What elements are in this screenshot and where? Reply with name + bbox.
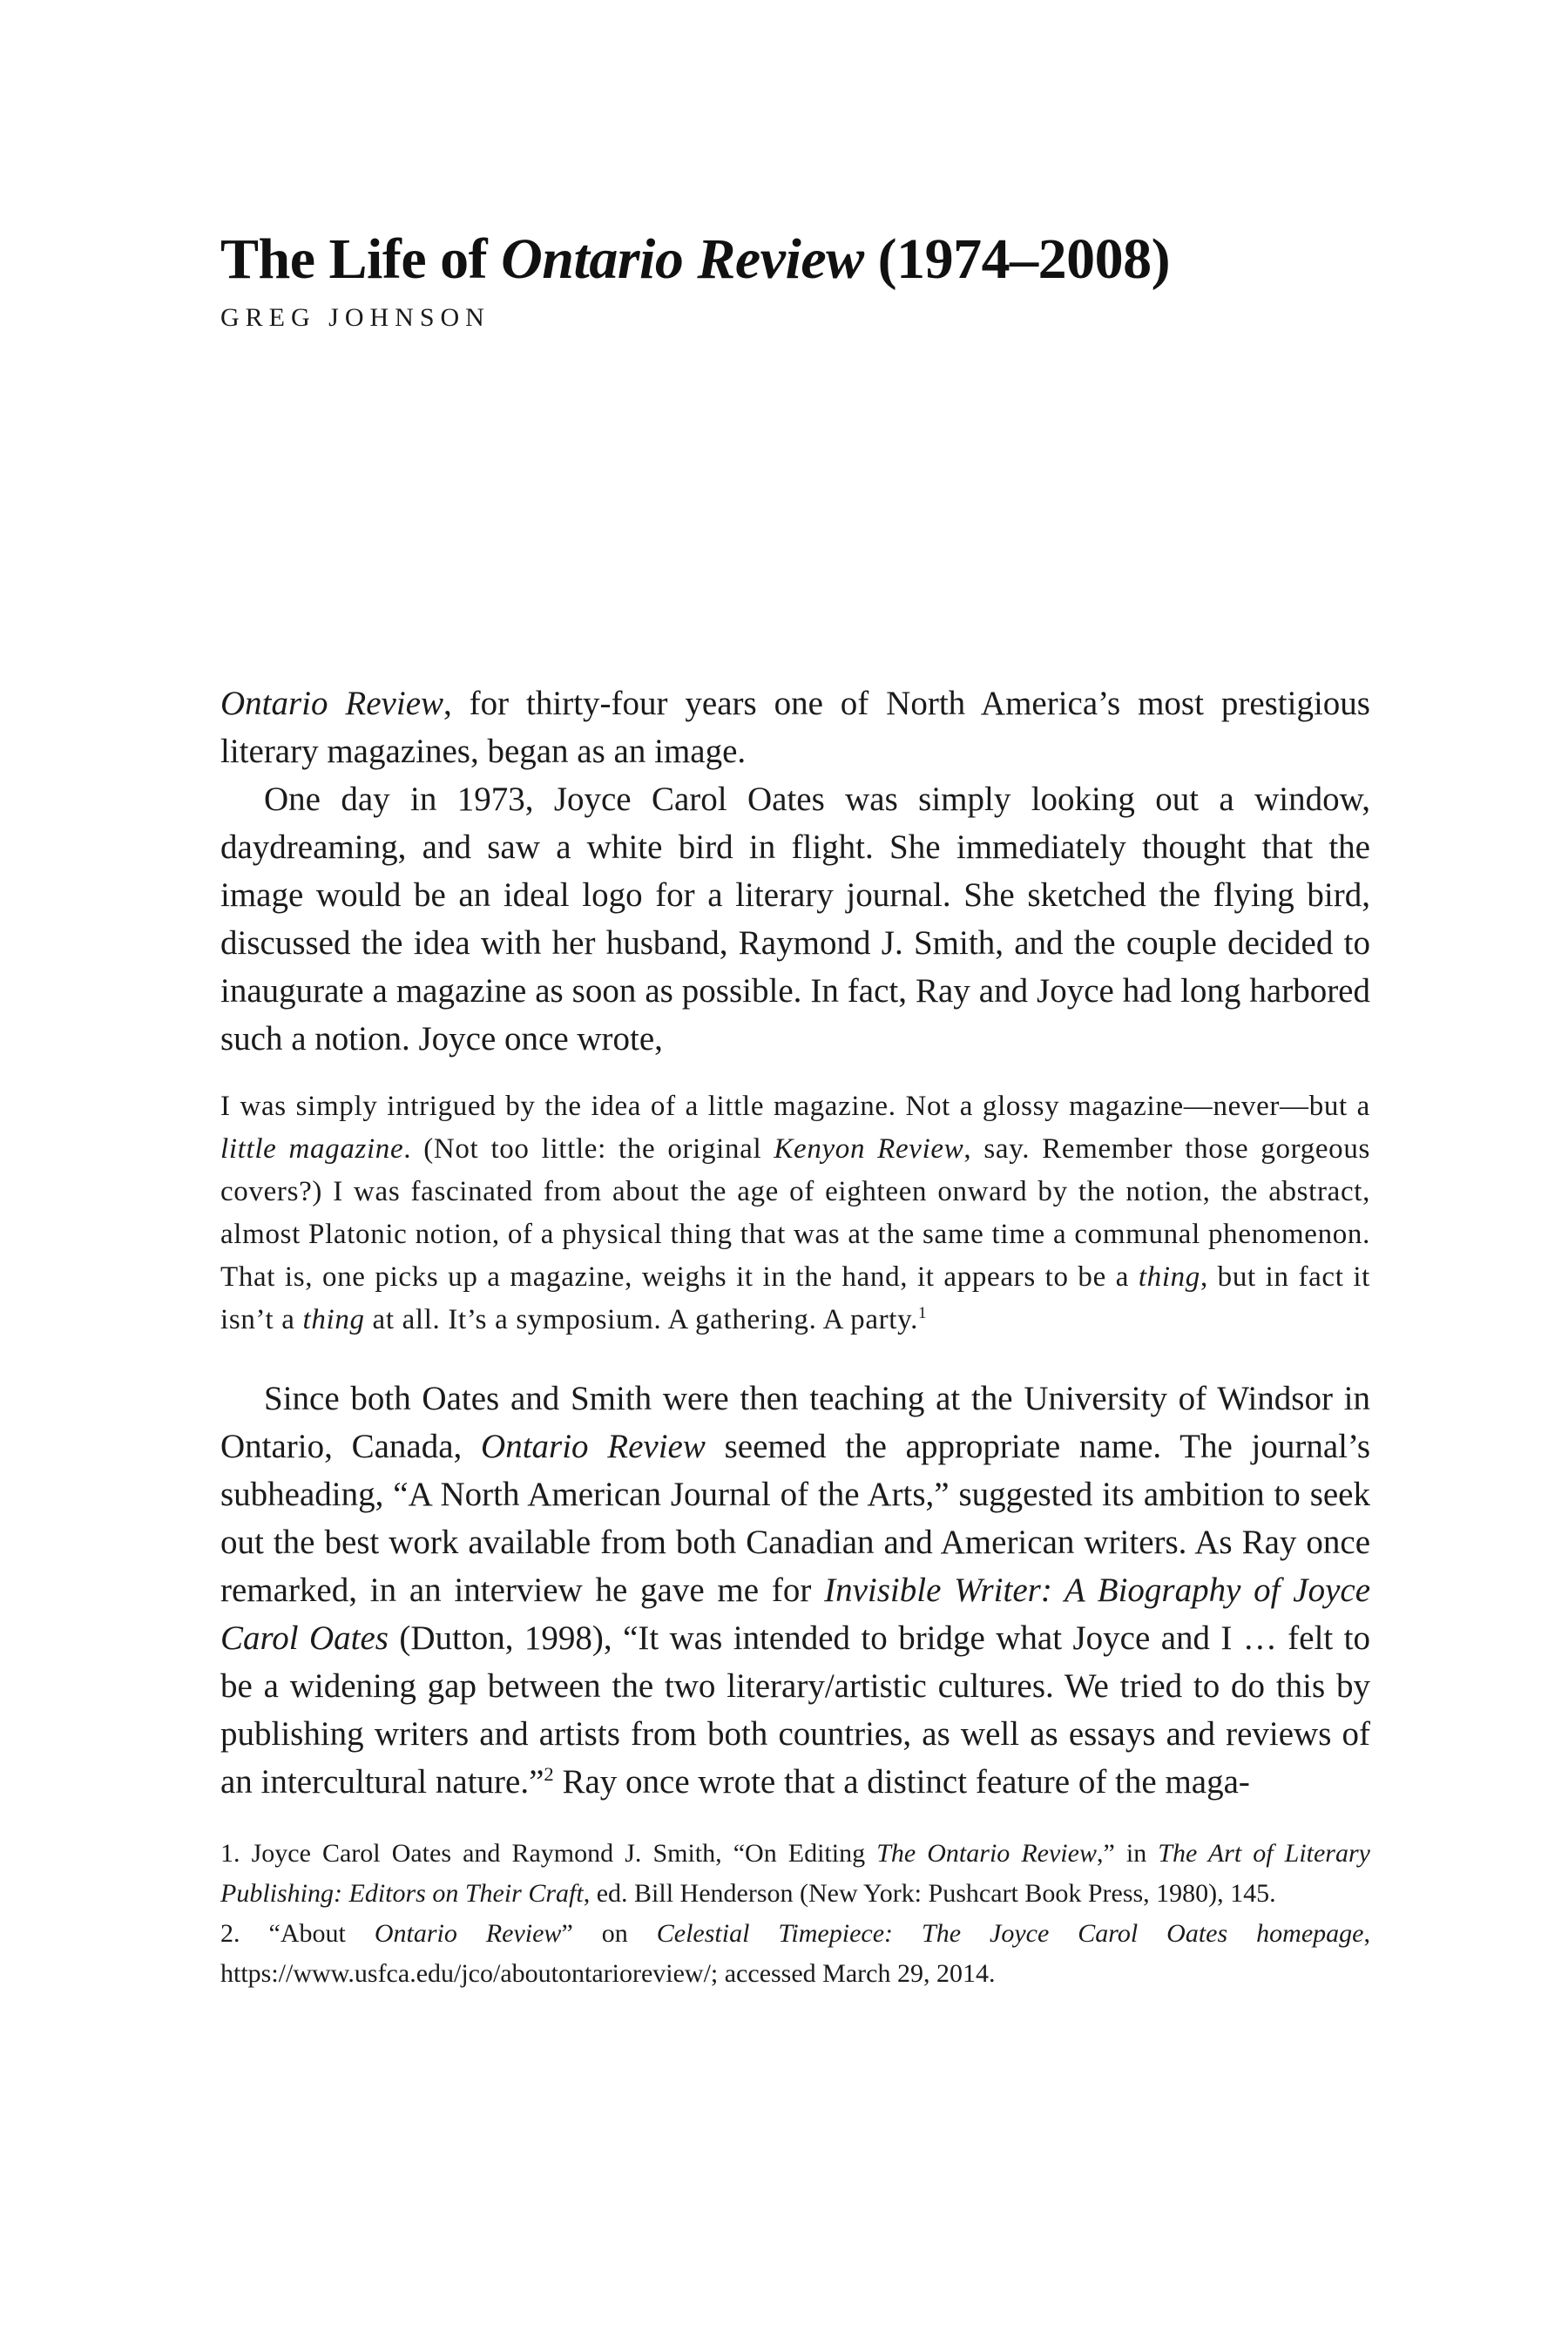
footnote-2: 2. “About Ontario Review” on Celestial Timepiece: The Joyce Carol Oates homepage, https://www.usfca.edu/jco/aboutontarioreview/; accessed March 29, 2014. (220, 1919, 1370, 1988)
footnote-1: 1. Joyce Carol Oates and Raymond J. Smith, “On Editing The Ontario Review,” in The Art of Literary Publishing: Editors on Their Craft, ed. Bill Henderson (New York: Pushcart Book Press, 1980), 145. (220, 1839, 1370, 1908)
body-paragraph: Since both Oates and Smith were then teaching at the University of Windsor in Ontario, Canada, Ontario Review seemed the appropriate name. The journal’s subheading, “A North American Journal of the Arts,” suggested its ambition to seek out the best work available from both Canadian and American writers. As Ray once remarked, in an interview he gave me for Invisible Writer: A Biography of Joyce Carol Oates (Dutton, 1998), “It was intended to bridge what Joyce and I … felt to be a widening gap between the two literary/artistic cultures. We tried to do this by publishing writers and artists from both countries, as well as essays and reviews of an intercultural nature.”$^2$ Ray once wrote that a distinct feature of the maga- (220, 1380, 1370, 1801)
footnotes-section (220, 1834, 1370, 1994)
author-byline: GREG JOHNSON (220, 303, 490, 332)
body-text (220, 679, 1370, 1994)
opening-paragraph: Ontario Review, for thirty-four years one of North America’s most prestigious literary magazines, began as an image. (220, 685, 1370, 770)
page-title: The Life of Ontario Review (1974–2008) (220, 227, 1171, 292)
block-quote: I was simply intrigued by the idea of a little magazine. Not a glossy magazine—never—but a little magazine. (Not too little: the original Kenyon Review, say. Remember those gorgeous covers?) I was fascinated from about the age of eighteen onward by the notion, the abstract, almost Platonic notion, of a physical thing that was at the same time a communal phenomenon. That is, one picks up a magazine, weighs it in the hand, it appears to be a thing, but in fact it isn’t a thing at all. It’s a symposium. A gathering. A party.$^1$ (220, 1091, 1370, 1335)
body-paragraph: One day in 1973, Joyce Carol Oates was simply looking out a window, daydreaming, and saw a white bird in flight. She immediately thought that the image would be an ideal logo for a literary journal. She sketched the flying bird, discussed the idea with her husband, Raymond J. Smith, and the couple decided to inaugurate a magazine as soon as possible. In fact, Ray and Joyce had long harbored such a notion. Joyce once wrote, (220, 781, 1370, 1058)
